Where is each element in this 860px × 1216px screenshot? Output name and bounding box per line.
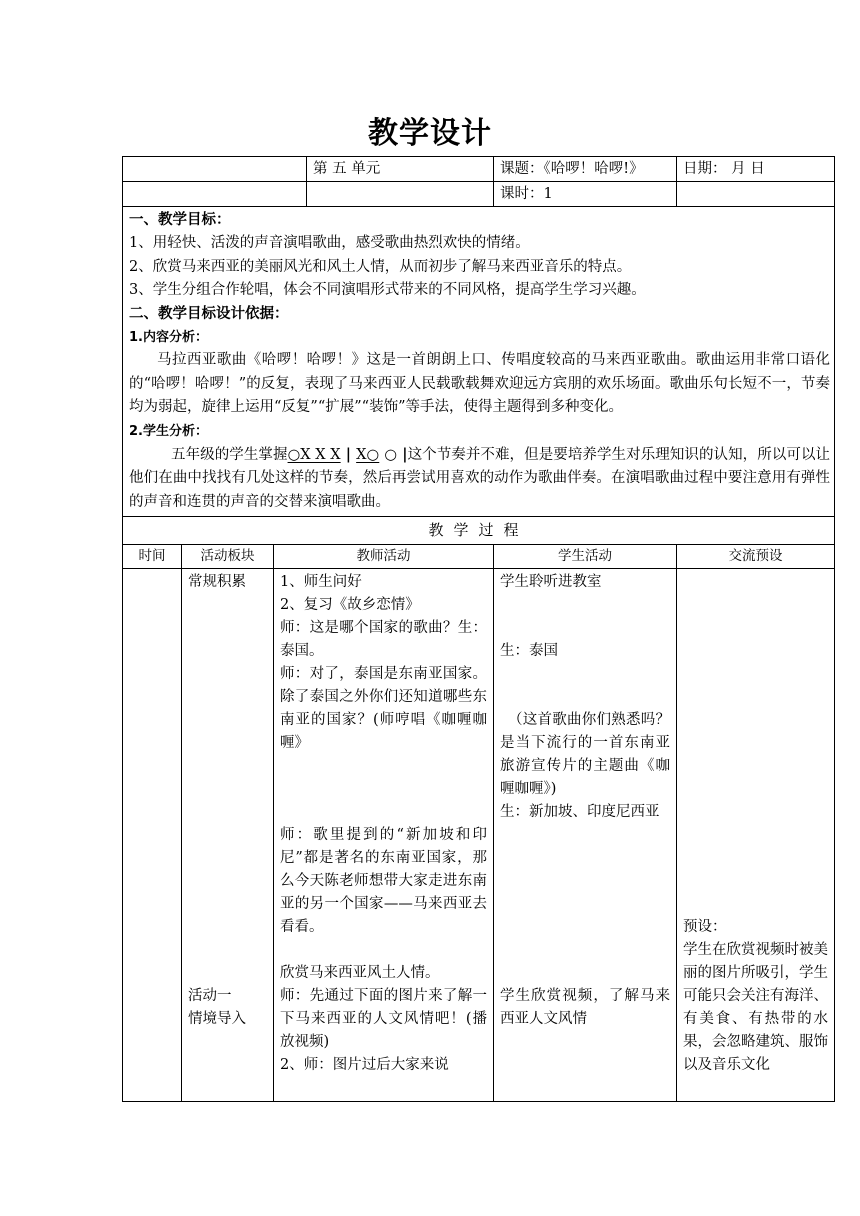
time-cell [123, 569, 182, 1102]
column-header: 活动板块 [182, 545, 274, 569]
column-header: 交流预设 [677, 545, 835, 569]
objectives-row [123, 207, 835, 517]
preset-text: 学生在欣赏视频时被美丽的图片所吸引，学生可能只会关注有海洋、有美食、有热带的水果，会忽略建筑、服饰以及音乐文化 [683, 942, 829, 1074]
process-column-headers [123, 545, 835, 569]
process-row [123, 569, 835, 1102]
header-row-2 [123, 182, 835, 207]
rhythm-notation: ○X X X [287, 447, 341, 464]
objective-item: 1、用轻快、活泼的声音演唱歌曲，感受歌曲热烈欢快的情绪。 [129, 235, 530, 252]
process-heading-row [123, 517, 835, 545]
date-cell: 日期： 月 日 [677, 157, 835, 182]
page-title: 教学设计 [368, 116, 492, 151]
objective-item: 2、欣赏马来西亚的美丽风光和风土人情，从而初步了解马来西亚音乐的特点。 [129, 258, 632, 275]
content-analysis-heading: 1.内容分析： [129, 330, 208, 346]
content-analysis-text: 马拉西亚歌曲《哈啰！哈啰！》这是一首朗朗上口、传唱度较高的马来西亚歌曲。歌曲运用非常口语化的“哈啰！哈啰！”的反复，表现了马来西亚人民载歌载舞欢迎远方宾朋的欢乐场面。歌曲乐句长短不一，节奏均为弱起，旋律上运用“反复”“扩展”“装饰”等手法，使得主题得到多种变化。 [129, 352, 831, 416]
rhythm-notation: X○ [356, 447, 380, 464]
unit-cell: 第 五 单元 [313, 161, 381, 177]
student-analysis-text: 五年级的学生掌握○X X X | X○ ○ |这个节奏并不难，但是要培养学生对乐理知识的认知，所以可以让他们在曲中找找有几处这样的节奏，然后再尝试用喜欢的动作为歌曲伴奏。在演唱歌曲过程中要注意用有弹性的声音和连贯的声音的交替来演唱歌曲。 [129, 446, 831, 510]
activity-block-cell: 常规积累 活动一 情境导入 [182, 569, 274, 1102]
teacher-activity-cell: 1、师生问好 2、复习《故乡恋情》 师：这是哪个国家的歌曲？生：泰国。 师：对了，泰国是东南亚国家。除了泰国之外你们还知道哪些东南亚的国家？(师哼唱《咖喱咖喱》 师：歌里提到的“新加坡和印尼”都是著名的东南亚国家，那么今天陈老师想带大家走进东南亚的另一个国家——马来西亚去看看。 欣赏马来西亚风土人情。 师：先通过下面的图片来了解一下马来西亚的人文风情吧！(播放视频) 2、师：图片过后大家来说 [274, 569, 494, 1102]
process-heading: 教学过程 [123, 517, 835, 545]
column-header: 学生活动 [494, 545, 677, 569]
objectives-heading: 一、教学目标： [129, 212, 231, 228]
period-cell: 课时：1 [494, 182, 677, 207]
header-row-1 [123, 157, 835, 182]
preset-cell [677, 569, 835, 1102]
column-header: 教师活动 [274, 545, 494, 569]
lesson-plan-table [122, 156, 834, 1102]
column-header: 时间 [123, 545, 182, 569]
student-analysis-heading: 2.学生分析： [129, 423, 208, 439]
objective-item: 3、学生分组合作轮唱，体会不同演唱形式带来的不同风格，提高学生学习兴趣。 [129, 282, 646, 299]
basis-heading: 二、教学目标设计依据： [129, 305, 289, 322]
lesson-title-cell: 课题：《哈啰！哈啰!》 [494, 157, 677, 182]
student-activity-cell: 学生聆听进教室 生：泰国 （这首歌曲你们熟悉吗？是当下流行的一首东南亚旅游宣传片的主题曲《咖喱咖喱》) 生：新加坡、印度尼西亚 学生欣赏视频，了解马来西亚人文风情 [494, 569, 677, 1102]
preset-label: 预设： [683, 919, 727, 936]
